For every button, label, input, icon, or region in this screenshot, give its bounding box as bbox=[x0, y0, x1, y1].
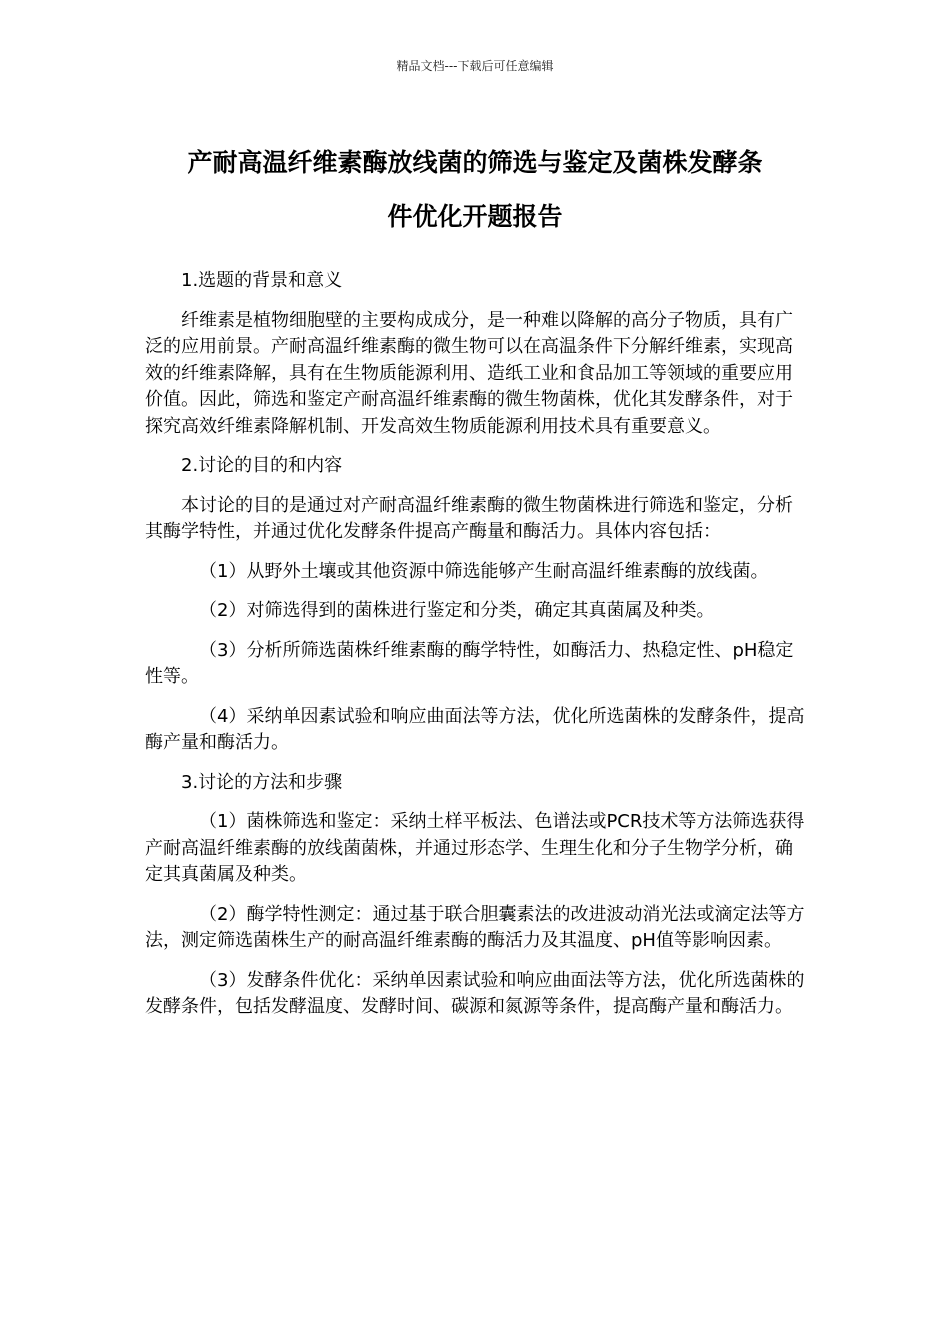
list-item: （4）采纳单因素试验和响应曲面法等方法，优化所选菌株的发酵条件，提高酶产量和酶活力。 bbox=[145, 705, 805, 753]
section-heading-methods: 3.讨论的方法和步骤 bbox=[181, 771, 343, 793]
list-item: （2）对筛选得到的菌株进行鉴定和分类，确定其真菌属及种类。 bbox=[199, 600, 715, 621]
list-item: （2）酶学特性测定：通过基于联合胆囊素法的改进波动消光法或滴定法等方法，测定筛选菌株生产的耐高温纤维素酶的酶活力及其温度、pH值等影响因素。 bbox=[145, 903, 805, 951]
document-title bbox=[140, 136, 810, 244]
section-heading-purpose: 2.讨论的目的和内容 bbox=[181, 455, 343, 476]
list-item: （1）菌株筛选和鉴定：采纳土样平板法、色谱法或PCR技术等方法筛选获得产耐高温纤维素酶的放线菌菌株，并通过形态学、生理生化和分子生物学分析，确定其真菌属及种类。 bbox=[145, 811, 805, 885]
title-line-2: 件优化开题报告 bbox=[387, 202, 563, 231]
page-header: 精品文档---下载后可任意编辑 bbox=[396, 59, 554, 73]
paragraph-purpose: 本讨论的目的是通过对产耐高温纤维素酶的微生物菌株进行筛选和鉴定，分析其酶学特性，并通过优化发酵条件提高产酶量和酶活力。具体内容包括： bbox=[145, 494, 793, 542]
list-item: （1）从野外土壤或其他资源中筛选能够产生耐高温纤维素酶的放线菌。 bbox=[199, 560, 769, 582]
document-body bbox=[145, 268, 805, 1034]
list-item: （3）发酵条件优化：采纳单因素试验和响应曲面法等方法，优化所选菌株的发酵条件，包括发酵温度、发酵时间、碳源和氮源等条件，提高酶产量和酶活力。 bbox=[145, 969, 805, 1017]
title-line-1: 产耐高温纤维素酶放线菌的筛选与鉴定及菌株发酵条 bbox=[187, 148, 763, 177]
section-heading-background: 1.选题的背景和意义 bbox=[181, 270, 343, 291]
list-item: （3）分析所筛选菌株纤维素酶的酶学特性，如酶活力、热稳定性、pH稳定性等。 bbox=[145, 639, 794, 687]
paragraph-background: 纤维素是植物细胞壁的主要构成成分，是一种难以降解的高分子物质，具有广泛的应用前景。产耐高温纤维素酶的微生物可以在高温条件下分解纤维素，实现高效的纤维素降解，具有在生物质能源利用、造纸工业和食品加工等领域的重要应用价值。因此，筛选和鉴定产耐高温纤维素酶的微生物菌株，优化其发酵条件，对于探究高效纤维素降解机制、开发高效生物质能源利用技术具有重要意义。 bbox=[145, 309, 793, 437]
